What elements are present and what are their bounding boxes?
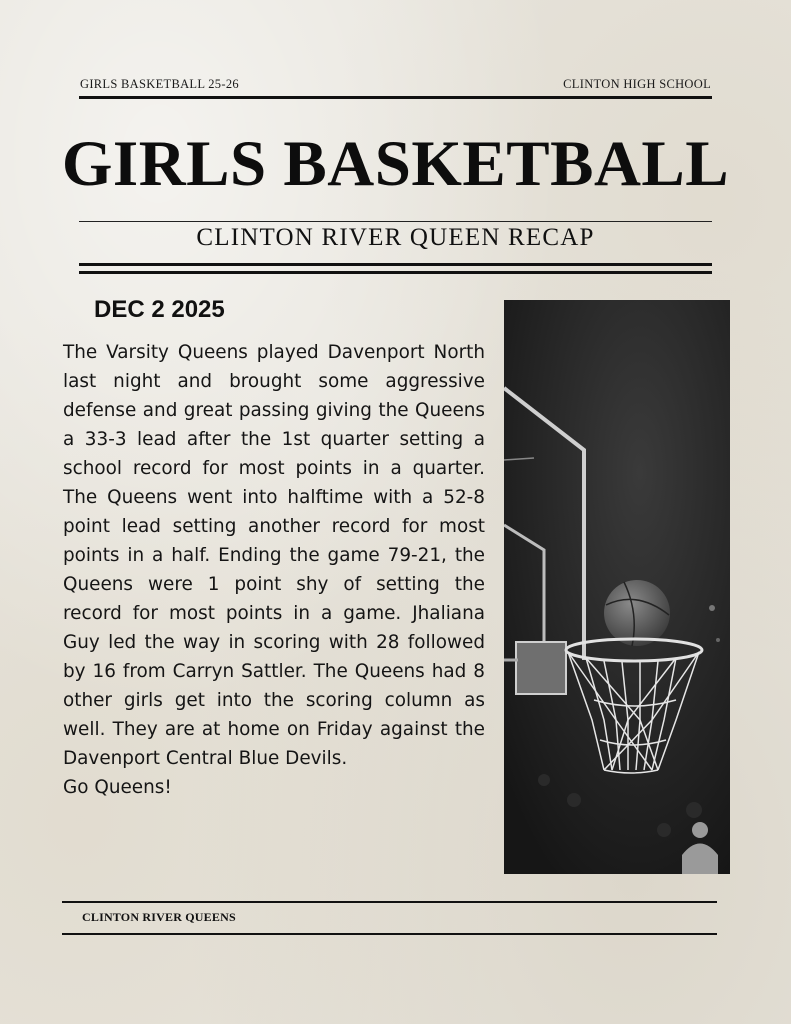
- footer-rule-top: [62, 901, 717, 903]
- article-body: [63, 338, 485, 802]
- subtitle-rule-bottom-2: [79, 271, 712, 274]
- article-date: DEC 2 2025: [94, 296, 225, 323]
- subtitle-rule-top: [79, 221, 712, 222]
- article-paragraph: The Varsity Queens played Davenport North last night and brought some aggressive defense and great passing giving the Queens a 33-3 lead after the 1st quarter setting a school record for most points in a quarter. The Queens went into halftime with a 52-8 point lead setting another record for most points in a half. Ending the game 79-21, the Queens were 1 point shy of setting the record for most points in a game. Jhaliana Guy led the way in scoring with 28 followed by 16 from Carryn Sattler. The Queens had 8 other girls get into the scoring column as well. They are at home on Friday against the Davenport Central Blue Devils.: [63, 342, 485, 769]
- basketball-hoop-photo: [504, 300, 730, 874]
- header-rule: [79, 96, 712, 99]
- masthead-subtitle: CLINTON RIVER QUEEN RECAP: [196, 224, 595, 251]
- subtitle-rule-bottom-1: [79, 263, 712, 266]
- basketball-hoop-illustration: [504, 300, 730, 874]
- header-kicker-right: CLINTON HIGH SCHOOL: [563, 77, 711, 91]
- footer-label: CLINTON RIVER QUEENS: [82, 910, 236, 924]
- header-kicker-left: GIRLS BASKETBALL 25-26: [80, 77, 239, 91]
- article-closing: Go Queens!: [63, 777, 172, 798]
- footer-rule-bottom: [62, 933, 717, 935]
- masthead-title: GIRLS BASKETBALL: [61, 128, 730, 200]
